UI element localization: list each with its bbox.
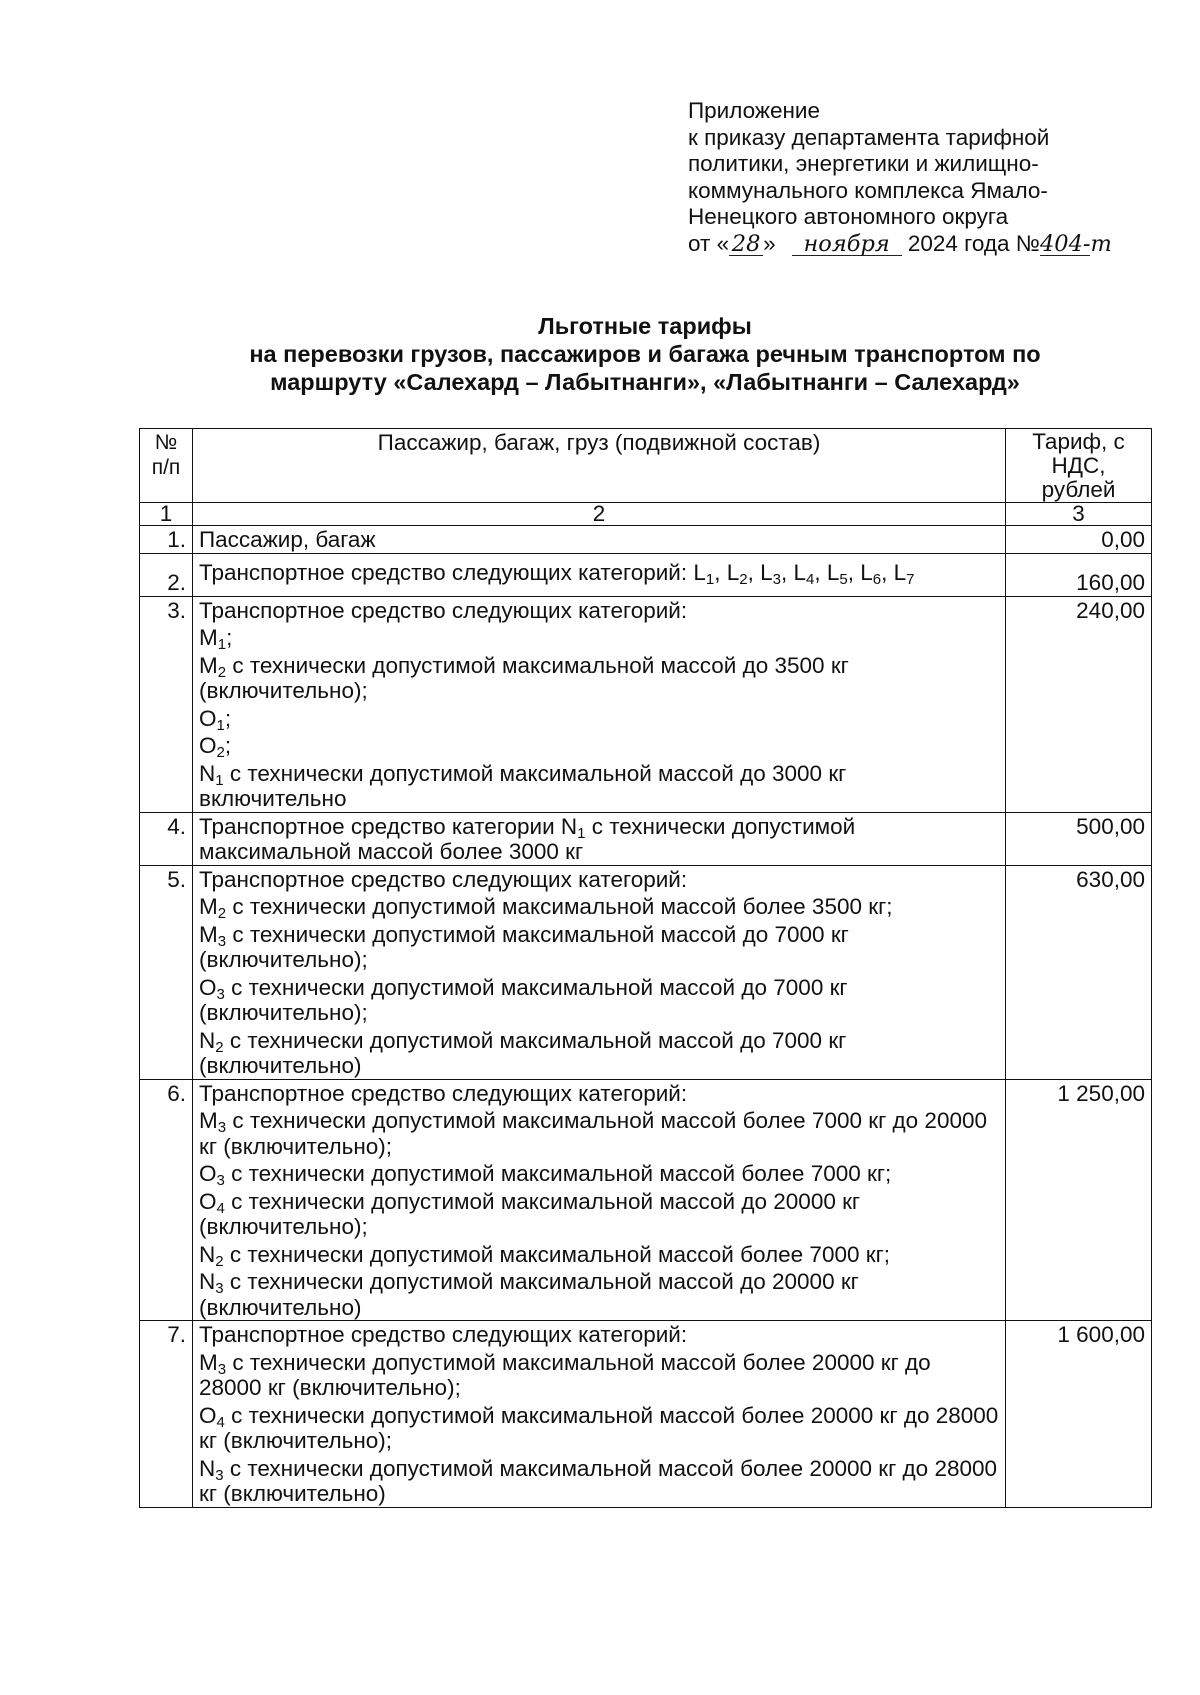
header-name: Пассажир, багаж, груз (подвижной состав) bbox=[193, 429, 1006, 503]
row-description bbox=[193, 1321, 1006, 1508]
row-number: 3. bbox=[140, 596, 193, 812]
tariff-table bbox=[139, 428, 1152, 1508]
title-line: маршруту «Салехард – Лабытнанги», «Лабытнанги – Салехард» bbox=[270, 369, 1020, 395]
description-line: $O_1$; bbox=[199, 705, 232, 734]
column-number: 1 bbox=[140, 503, 193, 526]
document-title bbox=[140, 312, 1150, 396]
handwritten-order-number: 404-т bbox=[1039, 230, 1112, 257]
row-description bbox=[193, 596, 1006, 812]
column-number-row bbox=[140, 503, 1152, 526]
row-tariff: 240,00 bbox=[1006, 596, 1152, 812]
table-row bbox=[140, 526, 1152, 554]
handwritten-month: ноября bbox=[792, 233, 902, 256]
row-number: 4. bbox=[140, 812, 193, 865]
appendix-block bbox=[688, 98, 1158, 257]
description-line: Пассажир, багаж bbox=[199, 527, 376, 552]
description-line: $N_2$ с технически допустимой максимальной массой более 7000 кг; bbox=[199, 1241, 891, 1270]
table-row bbox=[140, 1321, 1152, 1508]
header-number bbox=[140, 429, 193, 503]
appendix-line: к приказу департамента тарифной bbox=[688, 124, 1050, 150]
description-line: $M_2$ с технически допустимой максимальной массой до 3500 кг (включительно); bbox=[199, 652, 849, 703]
row-number: 7. bbox=[140, 1321, 193, 1508]
row-tariff: 160,00 bbox=[1006, 553, 1152, 596]
description-line: Транспортное средство следующих категорий: bbox=[199, 1322, 688, 1347]
description-line: $M_1$; bbox=[199, 625, 233, 653]
row-description bbox=[193, 865, 1006, 1079]
order-date-line bbox=[688, 231, 1158, 258]
description-line: $N_3$ с технически допустимой максимальной массой до 20000 кг (включительно) bbox=[199, 1269, 859, 1320]
row-description bbox=[193, 526, 1006, 554]
row-description bbox=[193, 812, 1006, 865]
header-tariff-line: Тариф, с bbox=[1032, 429, 1125, 454]
description-line: Транспортное средство следующих категорий: bbox=[199, 597, 688, 623]
description-line: Транспортное средство категории $N_1$ с технически допустимой максимальной массой более 3000 кг bbox=[199, 813, 856, 864]
column-number: 3 bbox=[1006, 503, 1152, 526]
row-tariff: 1 600,00 bbox=[1006, 1321, 1152, 1508]
description-line: Транспортное средство следующих категорий: bbox=[199, 1080, 688, 1106]
appendix-line: Ненецкого автономного округа bbox=[688, 204, 1009, 229]
table-row bbox=[140, 865, 1152, 1079]
title-line: Льготные тарифы bbox=[538, 313, 752, 339]
appendix-line: Приложение bbox=[688, 98, 820, 123]
row-number: 1. bbox=[140, 526, 193, 554]
table-row bbox=[140, 553, 1152, 596]
table-header-row bbox=[140, 429, 1152, 503]
description-line: Транспортное средство следующих категорий: bbox=[199, 866, 688, 892]
table-body bbox=[140, 526, 1152, 1508]
row-tariff: 0,00 bbox=[1006, 526, 1152, 554]
date-year: 2024 года № bbox=[907, 230, 1040, 256]
date-prefix: от « bbox=[688, 230, 730, 256]
row-tariff: 630,00 bbox=[1006, 865, 1152, 1079]
row-number: 2. bbox=[140, 553, 193, 596]
header-tariff-line: НДС, bbox=[1051, 453, 1106, 478]
table-row bbox=[140, 596, 1152, 812]
description-line: $O_3$ с технически допустимой максимальной массой до 7000 кг (включительно); bbox=[199, 974, 848, 1025]
description-line: $M_3$ с технически допустимой максимальной массой более 20000 кг до 28000 кг (включительно); bbox=[199, 1349, 931, 1400]
row-number: 6. bbox=[140, 1079, 193, 1321]
row-tariff: 1 250,00 bbox=[1006, 1079, 1152, 1321]
header-number-line: п/п bbox=[151, 456, 181, 479]
row-description bbox=[193, 1079, 1006, 1321]
description-line: $O_4$ с технически допустимой максимальной массой до 20000 кг (включительно); bbox=[199, 1188, 861, 1239]
table-row bbox=[140, 1079, 1152, 1321]
description-line: $M_3$ с технически допустимой максимальной массой до 7000 кг (включительно); bbox=[199, 921, 849, 972]
header-tariff bbox=[1006, 429, 1152, 503]
description-line: $O_2$; bbox=[199, 733, 232, 761]
description-line: $N_3$ с технически допустимой максимальной массой более 20000 кг до 28000 кг (включительно) bbox=[199, 1455, 998, 1506]
description-line: $O_4$ с технически допустимой максимальной массой более 20000 кг до 28000 кг (включительно); bbox=[199, 1402, 999, 1453]
header-tariff-line: рублей bbox=[1041, 477, 1116, 502]
title-line: на перевозки грузов, пассажиров и багажа речным транспортом по bbox=[249, 341, 1041, 367]
description-line: Транспортное средство следующих категорий: $L_1$, $L_2$, $L_3$, $L_4$, $L_5$, $L_6$, $L_7$ bbox=[199, 559, 915, 588]
description-line: $N_2$ с технически допустимой максимальной массой до 7000 кг (включительно) bbox=[199, 1027, 847, 1078]
description-line: $O_3$ с технически допустимой максимальной массой более 7000 кг; bbox=[199, 1161, 892, 1189]
row-description bbox=[193, 553, 1006, 596]
row-tariff: 500,00 bbox=[1006, 812, 1152, 865]
appendix-line: политики, энергетики и жилищно- bbox=[688, 151, 1039, 176]
handwritten-day: 28 bbox=[729, 233, 763, 256]
description-line: $M_2$ с технически допустимой максимальной массой более 3500 кг; bbox=[199, 894, 893, 922]
description-line: $M_3$ с технически допустимой максимальной массой более 7000 кг до 20000 кг (включительно); bbox=[199, 1108, 987, 1159]
table-row bbox=[140, 812, 1152, 865]
header-number-line: № bbox=[154, 431, 178, 454]
appendix-line: коммунального комплекса Ямало- bbox=[688, 177, 1048, 203]
row-number: 5. bbox=[140, 865, 193, 1079]
column-number: 2 bbox=[193, 503, 1006, 526]
date-mid: » bbox=[763, 230, 776, 256]
description-line: $N_1$ с технически допустимой максимальной массой до 3000 кг включительно bbox=[199, 760, 847, 811]
